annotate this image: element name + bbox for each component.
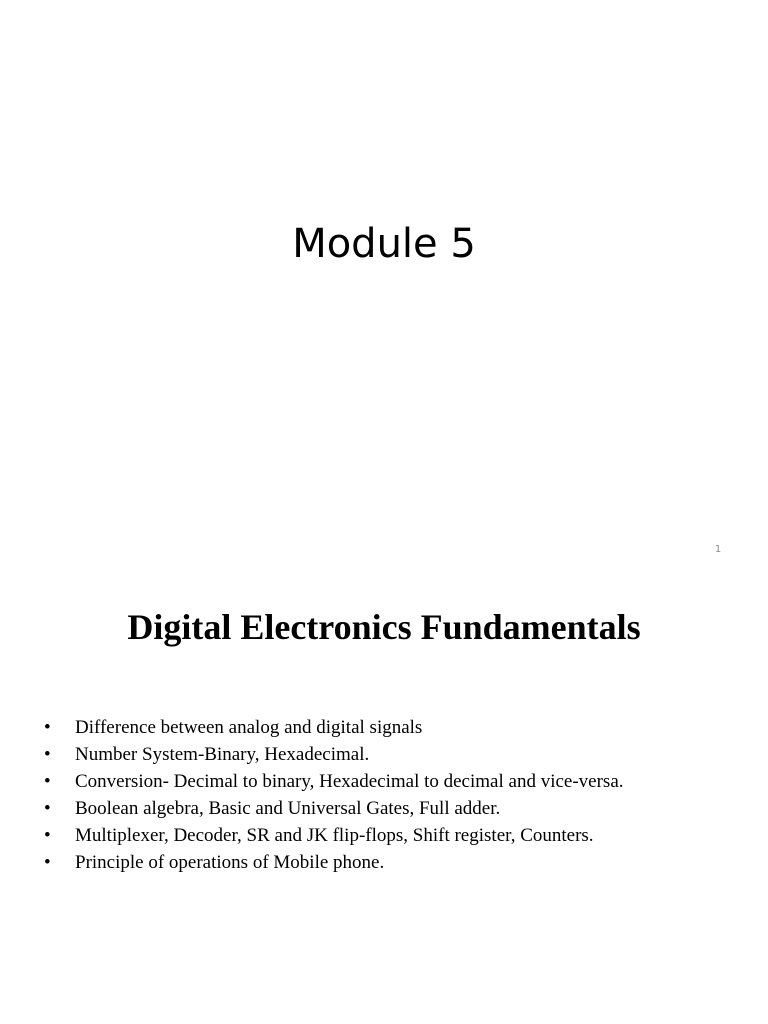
list-item (44, 822, 744, 849)
bullet-icon: • (44, 825, 51, 846)
list-item (44, 849, 744, 876)
bullet-icon: • (44, 771, 51, 792)
list-item-text: Principle of operations of Mobile phone. (75, 852, 385, 873)
slide-heading: Digital Electronics Fundamentals (127, 607, 641, 647)
list-item (44, 768, 744, 795)
list-item-text: Difference between analog and digital signals (75, 717, 423, 738)
slide-number: 1 (714, 544, 722, 555)
bullet-icon: • (44, 852, 51, 873)
list-item-text: Number System-Binary, Hexadecimal. (75, 744, 370, 765)
list-item-text: Multiplexer, Decoder, SR and JK flip-flops, Shift register, Counters. (75, 825, 594, 846)
slide-2 (0, 576, 768, 1024)
bullet-icon: • (44, 744, 51, 765)
slide-title: Module 5 (292, 221, 476, 267)
list-item (44, 741, 744, 768)
bullet-icon: • (44, 798, 51, 819)
bullet-icon: • (44, 717, 51, 738)
list-item-text: Boolean algebra, Basic and Universal Gates, Full adder. (75, 798, 501, 819)
list-item-text: Conversion- Decimal to binary, Hexadecimal to decimal and vice-versa. (75, 771, 624, 792)
list-item (44, 795, 744, 822)
bullet-list (44, 714, 744, 876)
list-item (44, 714, 744, 741)
